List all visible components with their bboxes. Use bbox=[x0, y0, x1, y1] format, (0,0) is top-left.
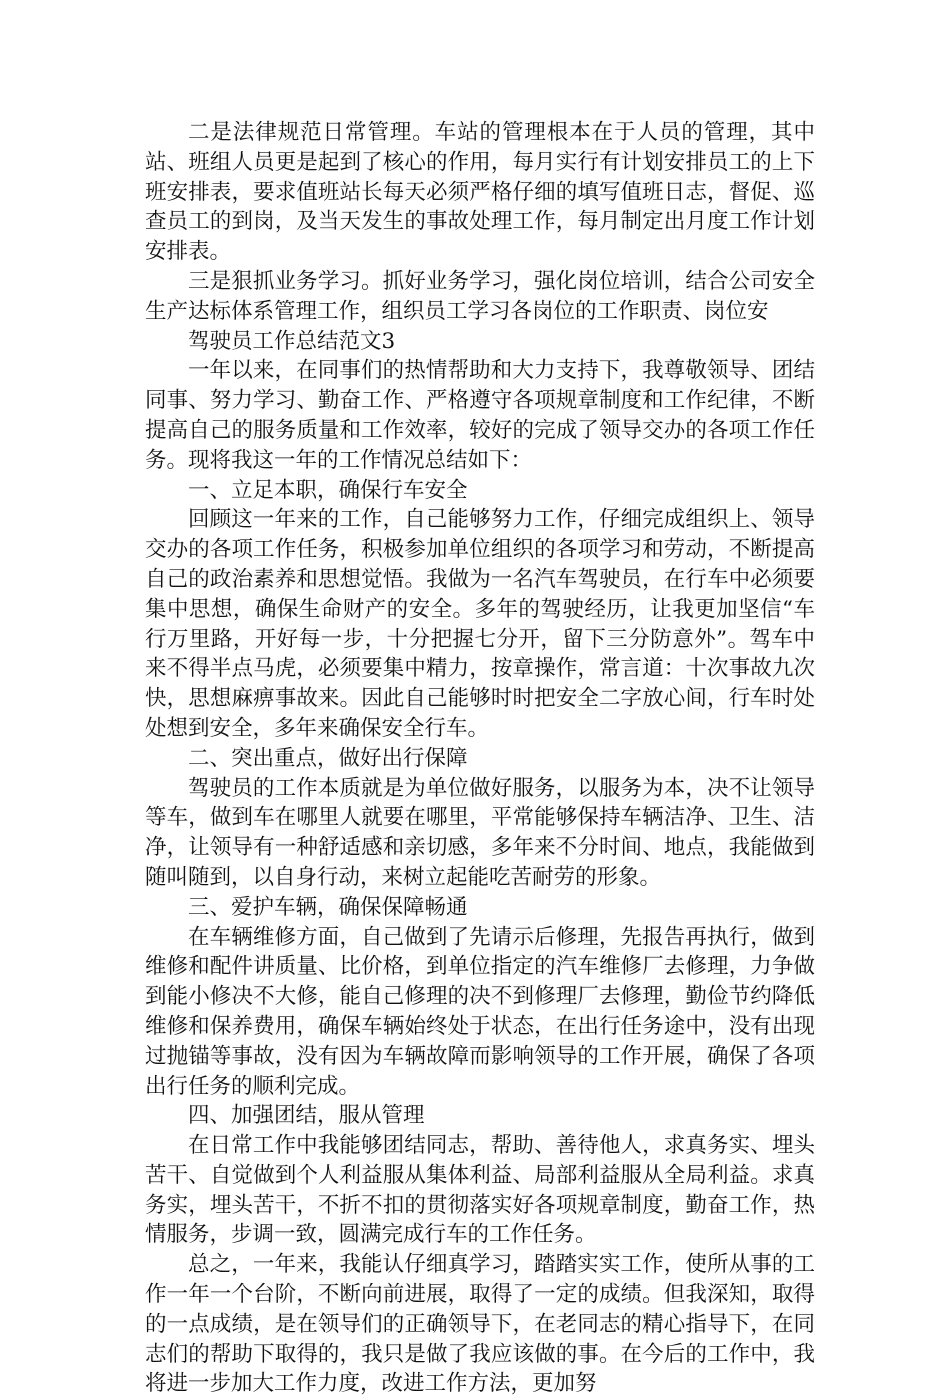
paragraph-conclusion: 总之，一年来，我能认仔细真学习，踏踏实实工作，使所从事的工作一年一个台阶，不断向前进展，取得了一定的成绩。但我深知，取得的一点成绩，是在领导们的正确领导下，在老同志的精心指导下，在同志们的帮助下取得的，我只是做了我应该做的事。在今后的工作中，我将进一步加大工作力度，改进工作方法，更加努 bbox=[145, 1252, 815, 1397]
heading-2: 二、突出重点，做好出行保障 bbox=[188, 745, 468, 771]
document-body bbox=[145, 118, 815, 1399]
paragraph-business-study: 三是狠抓业务学习。抓好业务学习，强化岗位培训，结合公司安全生产达标体系管理工作，组织员工学习各岗位的工作职责、岗位安 bbox=[145, 268, 815, 324]
heading-1: 一、立足本职，确保行车安全 bbox=[188, 477, 468, 503]
paragraph-service: 驾驶员的工作本质就是为单位做好服务，以服务为本，决不让领导等车，做到车在哪里人就要在哪里，平常能够保持车辆洁净、卫生、洁净，让领导有一种舒适感和亲切感，多年来不分时间、地点，我能做到随叫随到，以自身行动，来树立起能吃苦耐劳的形象。 bbox=[145, 775, 815, 890]
paragraph-teamwork: 在日常工作中我能够团结同志，帮助、善待他人，求真务实、埋头苦干、自觉做到个人利益服从集体利益、局部利益服从全局利益。求真务实，埋头苦干，不折不扣的贯彻落实好各项规章制度，勤奋工作，热情服务，步调一致，圆满完成行车的工作任务。 bbox=[145, 1133, 815, 1248]
paragraph-maintenance: 在车辆维修方面，自己做到了先请示后修理，先报告再执行，做到维修和配件讲质量、比价格，到单位指定的汽车维修厂去修理，力争做到能小修决不大修，能自己修理的决不到修理厂去修理，勤俭节约降低维修和保养费用，确保车辆始终处于状态，在出行任务途中，没有出现过抛锚等事故，没有因为车辆故障而影响领导的工作开展，确保了各项出行任务的顺利完成。 bbox=[145, 924, 815, 1099]
paragraph-safety: 回顾这一年来的工作，自己能够努力工作，仔细完成组织上、领导交办的各项工作任务，积极参加单位组织的各项学习和劳动，不断提高自己的政治素养和思想觉悟。我做为一名汽车驾驶员，在行车中必须要集中思想，确保生命财产的安全。多年的驾驶经历，让我更加坚信“车行万里路，开好每一步，十分把握七分开，留下三分防意外”。驾车中来不得半点马虎，必须要集中精力，按章操作，常言道：十次事故九次快，思想麻痹事故来。因此自己能够时时把安全二字放心间，行车时处处想到安全，多年来确保安全行车。 bbox=[145, 507, 815, 741]
heading-4: 四、加强团结，服从管理 bbox=[188, 1103, 425, 1129]
section-title: 驾驶员工作总结范文3 bbox=[188, 328, 396, 354]
heading-3: 三、爱护车辆，确保保障畅通 bbox=[188, 894, 468, 920]
paragraph-intro: 一年以来，在同事们的热情帮助和大力支持下，我尊敬领导、团结同事、努力学习、勤奋工作、严格遵守各项规章制度和工作纪律，不断提高自己的服务质量和工作效率，较好的完成了领导交办的各项工作任务。现将我这一年的工作情况总结如下： bbox=[145, 358, 815, 473]
paragraph-legal-management: 二是法律规范日常管理。车站的管理根本在于人员的管理，其中站、班组人员更是起到了核心的作用，每月实行有计划安排员工的上下班安排表，要求值班站长每天必须严格仔细的填写值班日志，督促、巡查员工的到岗，及当天发生的事故处理工作，每月制定出月度工作计划安排表。 bbox=[145, 120, 815, 265]
